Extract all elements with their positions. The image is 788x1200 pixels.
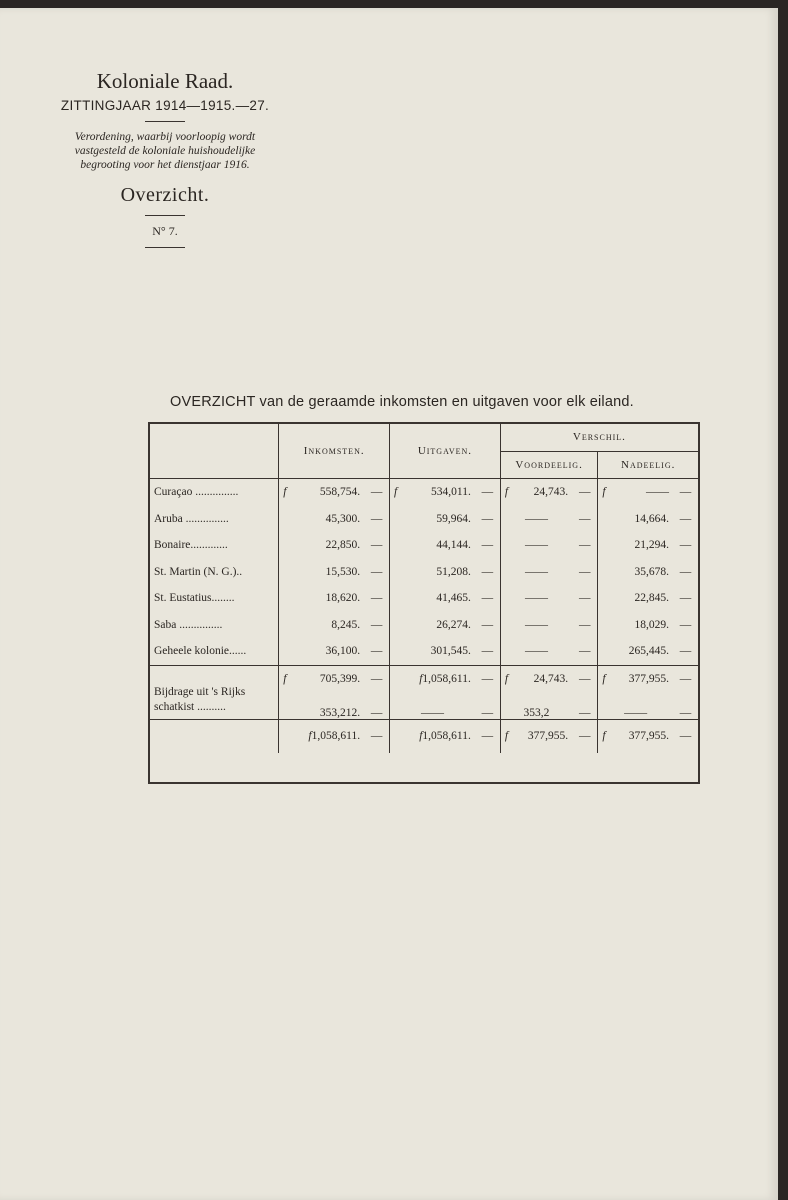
currency-sign: f <box>394 486 398 499</box>
header-voordeelig: Voordeelig. <box>500 451 598 479</box>
currency-sign: f <box>419 672 423 685</box>
voordeelig-value: —— <box>500 532 572 559</box>
dash-cell: — <box>481 565 494 578</box>
subtotal-voordeelig: 24,743. <box>533 672 569 685</box>
budget-table <box>148 422 700 784</box>
dash-cell: — <box>481 618 494 631</box>
island-name: St. Martin (N. G.).. <box>154 565 243 578</box>
island-name: Curaçao ............... <box>154 486 239 499</box>
inkomsten-value: 558,754. <box>319 486 361 499</box>
table-caption: OVERZICHT van de geraamde inkomsten en uitgaven voor elk eiland. <box>170 394 634 410</box>
table-row <box>150 479 698 506</box>
header-blank <box>150 424 279 479</box>
header-nadeelig: Nadeelig. <box>598 451 698 479</box>
nadeelig-value: 35,678. <box>598 559 673 586</box>
divider <box>145 215 185 216</box>
island-name: Saba ............... <box>154 618 223 631</box>
dash-cell: — <box>579 592 591 605</box>
currency-sign: f <box>283 672 287 685</box>
bijdrage-inkomsten: 353,212. <box>279 692 364 719</box>
dash-cell: — <box>579 618 591 631</box>
dash-cell: — <box>579 539 591 552</box>
inkomsten-value: 15,530. <box>279 559 364 586</box>
uitgaven-value: 41,465. <box>390 585 475 612</box>
header-uitgaven: Uitgaven. <box>390 424 501 479</box>
dash-cell: — <box>481 512 494 525</box>
dash-cell: — <box>481 592 494 605</box>
currency-sign: f <box>283 486 287 499</box>
dash-cell: — <box>579 672 591 685</box>
dash-cell: — <box>579 645 591 658</box>
council-title: Koloniale Raad. <box>96 69 234 93</box>
header-inkomsten: Inkomsten. <box>279 424 390 479</box>
nadeelig-value: 265,445. <box>598 638 673 665</box>
dash-cell: — <box>370 539 383 552</box>
total-inkomsten: 1,058,611. <box>311 730 361 743</box>
subtotal-row <box>150 665 698 692</box>
voordeelig-value: —— <box>500 559 572 586</box>
island-name: Bonaire............. <box>154 539 228 552</box>
ordinance-description: Verordening, waarbij voorloopig wordt vastgesteld de koloniale huishoudelijke begrooting voor het dienstjaar 1916. <box>74 131 256 171</box>
uitgaven-value: 301,545. <box>390 638 475 665</box>
table-row <box>150 559 698 586</box>
uitgaven-value: 59,964. <box>390 506 475 533</box>
document-number: N° 7. <box>152 224 178 238</box>
dash-cell: — <box>579 486 591 499</box>
dash-cell: — <box>370 592 383 605</box>
currency-sign: f <box>602 672 606 685</box>
nadeelig-value: 21,294. <box>598 532 673 559</box>
dash-cell: — <box>370 486 383 499</box>
document-subtitle: Overzicht. <box>120 184 210 206</box>
total-uitgaven: 1,058,611. <box>422 730 471 743</box>
header-verschil: Verschil. <box>500 424 698 451</box>
island-name: Geheele kolonie...... <box>154 645 247 658</box>
table-row <box>150 506 698 533</box>
dash-cell: — <box>679 486 692 499</box>
table-row <box>150 638 698 665</box>
dash-cell: — <box>679 565 692 578</box>
uitgaven-value: 44,144. <box>390 532 475 559</box>
document-page <box>0 8 778 1200</box>
dash-cell: — <box>679 672 692 685</box>
island-name: Aruba ............... <box>154 512 229 525</box>
subtotal-uitgaven: 1,058,611. <box>422 672 471 685</box>
dash-cell: — <box>679 539 692 552</box>
bijdrage-voordeelig: 353,2 <box>500 692 572 719</box>
document-header <box>60 68 270 256</box>
bijdrage-nadeelig: —— <box>598 692 673 719</box>
voordeelig-value: 24,743. <box>533 486 569 499</box>
island-name: St. Eustatius........ <box>154 592 235 605</box>
dash-cell: — <box>370 618 383 631</box>
inkomsten-value: 18,620. <box>279 585 364 612</box>
dash-cell: — <box>370 706 383 719</box>
bijdrage-label: Bijdrage uit 's Rijks <box>154 685 246 698</box>
nadeelig-value: 22,845. <box>598 585 673 612</box>
dash-cell: — <box>481 539 494 552</box>
voordeelig-value: —— <box>500 506 572 533</box>
currency-sign: f <box>419 730 423 743</box>
voordeelig-value: —— <box>500 612 572 639</box>
voordeelig-value: —— <box>500 638 572 665</box>
uitgaven-value: 534,011. <box>431 486 471 499</box>
dash-cell: — <box>481 486 494 499</box>
dash-cell: — <box>679 645 692 658</box>
dash-cell: — <box>579 730 591 743</box>
inkomsten-value: 45,300. <box>279 506 364 533</box>
dash-cell: — <box>481 706 494 719</box>
table-row <box>150 532 698 559</box>
bijdrage-label-cont: schatkist .......... <box>154 700 226 713</box>
dash-cell: — <box>679 730 692 743</box>
currency-sign: f <box>504 730 509 743</box>
currency-sign: f <box>308 730 312 743</box>
dash-cell: — <box>679 618 692 631</box>
dash-cell: — <box>679 706 692 719</box>
inkomsten-value: 36,100. <box>279 638 364 665</box>
uitgaven-value: 26,274. <box>390 612 475 639</box>
currency-sign: f <box>504 486 509 499</box>
currency-sign: f <box>602 486 606 499</box>
dash-cell: — <box>679 512 692 525</box>
nadeelig-value: 14,664. <box>598 506 673 533</box>
dash-cell: — <box>579 565 591 578</box>
bijdrage-uitgaven: —— <box>390 692 475 719</box>
inkomsten-value: 8,245. <box>279 612 364 639</box>
dash-cell: — <box>370 645 383 658</box>
dash-cell: — <box>579 512 591 525</box>
dash-cell: — <box>370 730 383 743</box>
divider <box>145 121 185 122</box>
table-row <box>150 585 698 612</box>
total-row <box>150 719 698 753</box>
divider <box>145 247 185 248</box>
dash-cell: — <box>481 730 494 743</box>
total-voordeelig: 377,955. <box>527 730 569 743</box>
session-year: ZITTINGJAAR 1914—1915.—27. <box>60 98 270 113</box>
dash-cell: — <box>370 512 383 525</box>
voordeelig-value: —— <box>500 585 572 612</box>
uitgaven-value: 51,208. <box>390 559 475 586</box>
dash-cell: — <box>481 645 494 658</box>
dash-cell: — <box>370 565 383 578</box>
table-row <box>150 612 698 639</box>
currency-sign: f <box>602 730 606 743</box>
total-nadeelig: 377,955. <box>628 730 669 743</box>
subtotal-nadeelig: 377,955. <box>628 672 669 685</box>
nadeelig-value: 18,029. <box>598 612 673 639</box>
dash-cell: — <box>679 592 692 605</box>
subtotal-inkomsten: 705,399. <box>319 672 361 685</box>
currency-sign: f <box>504 672 509 685</box>
dash-cell: — <box>370 672 383 685</box>
dash-cell: — <box>579 706 591 719</box>
inkomsten-value: 22,850. <box>279 532 364 559</box>
dash-cell: — <box>481 672 494 685</box>
nadeelig-value: —— <box>645 486 669 499</box>
